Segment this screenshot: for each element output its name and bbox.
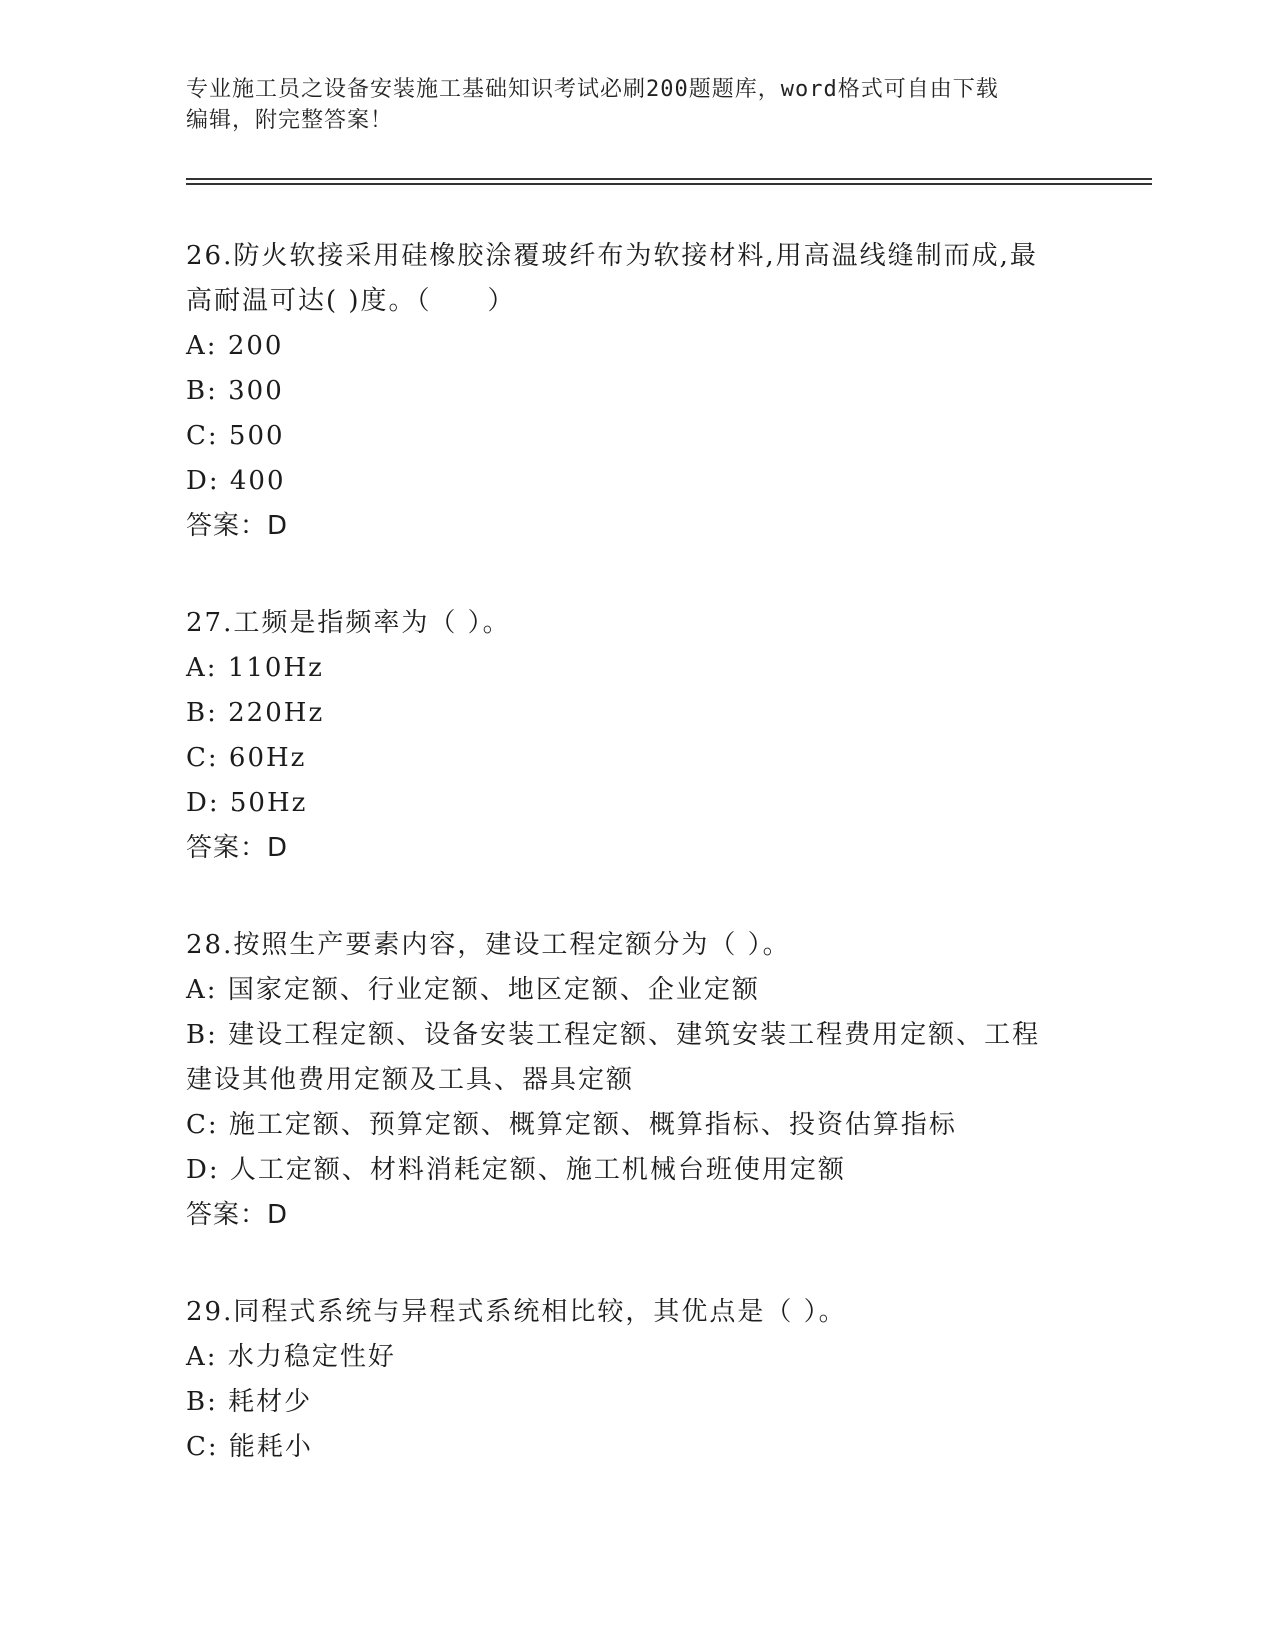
answer-text: 答案：D: [186, 833, 289, 863]
option-label: B:: [186, 698, 218, 728]
answer-text: 答案：D: [186, 1200, 289, 1230]
question-stem-line-1: 28.按照生产要素内容，建设工程定额分为（ ）。: [186, 930, 791, 960]
option-label: A:: [186, 1342, 218, 1372]
question-stem-line-1: 26.防火软接采用硅橡胶涂覆玻纤布为软接材料,用高温线缝制而成,最: [186, 241, 1038, 271]
option-text: 300: [228, 376, 284, 406]
option-c: [186, 414, 1086, 459]
option-label: D:: [186, 1155, 220, 1185]
option-text: 国家定额、行业定额、地区定额、企业定额: [227, 975, 760, 1005]
option-text: 50Hz: [229, 788, 308, 818]
document-header: [186, 74, 1086, 136]
header-title-line-1: 专业施工员之设备安装施工基础知识考试必刷200题题库，word格式可自由下载: [186, 77, 999, 102]
option-a: [186, 1335, 1086, 1380]
option-label: D:: [186, 788, 220, 818]
option-label: C:: [186, 1110, 219, 1140]
option-text: 500: [228, 421, 285, 451]
option-label: B:: [186, 376, 218, 406]
option-c: [186, 1425, 1086, 1470]
question-stem-line-1: 29.同程式系统与异程式系统相比较，其优点是（ ）。: [186, 1297, 847, 1327]
option-text: 400: [229, 466, 286, 496]
header-divider-top: [186, 178, 1152, 180]
option-text: 200: [227, 331, 284, 361]
question-stem-line-2: 高耐温可达( )度。（ ）: [186, 286, 516, 316]
option-a: [186, 646, 1086, 691]
option-text: 水力稳定性好: [227, 1342, 396, 1372]
option-d: [186, 459, 1086, 504]
option-label: A:: [186, 653, 218, 683]
option-b: [186, 691, 1086, 736]
option-label: C:: [186, 421, 219, 451]
question-29: [186, 1290, 1086, 1470]
option-label: C:: [186, 743, 219, 773]
option-b-continuation: 建设其他费用定额及工具、器具定额: [186, 1065, 635, 1095]
option-label: A:: [186, 331, 218, 361]
header-divider-bottom: [186, 183, 1152, 185]
option-c: [186, 1103, 1086, 1148]
question-26: [186, 234, 1086, 549]
question-27: [186, 601, 1086, 871]
option-label: A:: [186, 975, 218, 1005]
option-b: [186, 369, 1086, 414]
option-label: C:: [186, 1432, 219, 1462]
option-b: [186, 1380, 1086, 1425]
question-stem-line-1: 27.工频是指频率为（ ）。: [186, 608, 511, 638]
option-label: D:: [186, 466, 220, 496]
option-a: [186, 324, 1086, 369]
option-text: 建设工程定额、设备安装工程定额、建筑安装工程费用定额、工程: [228, 1020, 1041, 1050]
option-text: 能耗小: [228, 1432, 313, 1462]
option-d: [186, 1148, 1086, 1193]
question-28: [186, 923, 1086, 1238]
option-label: B:: [186, 1387, 218, 1417]
option-text: 人工定额、材料消耗定额、施工机械台班使用定额: [229, 1155, 846, 1185]
option-a: [186, 968, 1086, 1013]
header-title-line-2: 编辑，附完整答案！: [186, 108, 394, 133]
option-label: B:: [186, 1020, 218, 1050]
option-text: 60Hz: [228, 743, 307, 773]
question-list: [186, 234, 1086, 1522]
option-text: 110Hz: [227, 653, 324, 683]
option-c: [186, 736, 1086, 781]
option-b: [186, 1013, 1086, 1058]
option-d: [186, 781, 1086, 826]
answer-text: 答案：D: [186, 511, 289, 541]
option-text: 220Hz: [228, 698, 325, 728]
option-text: 施工定额、预算定额、概算定额、概算指标、投资估算指标: [228, 1110, 957, 1140]
option-text: 耗材少: [228, 1387, 313, 1417]
